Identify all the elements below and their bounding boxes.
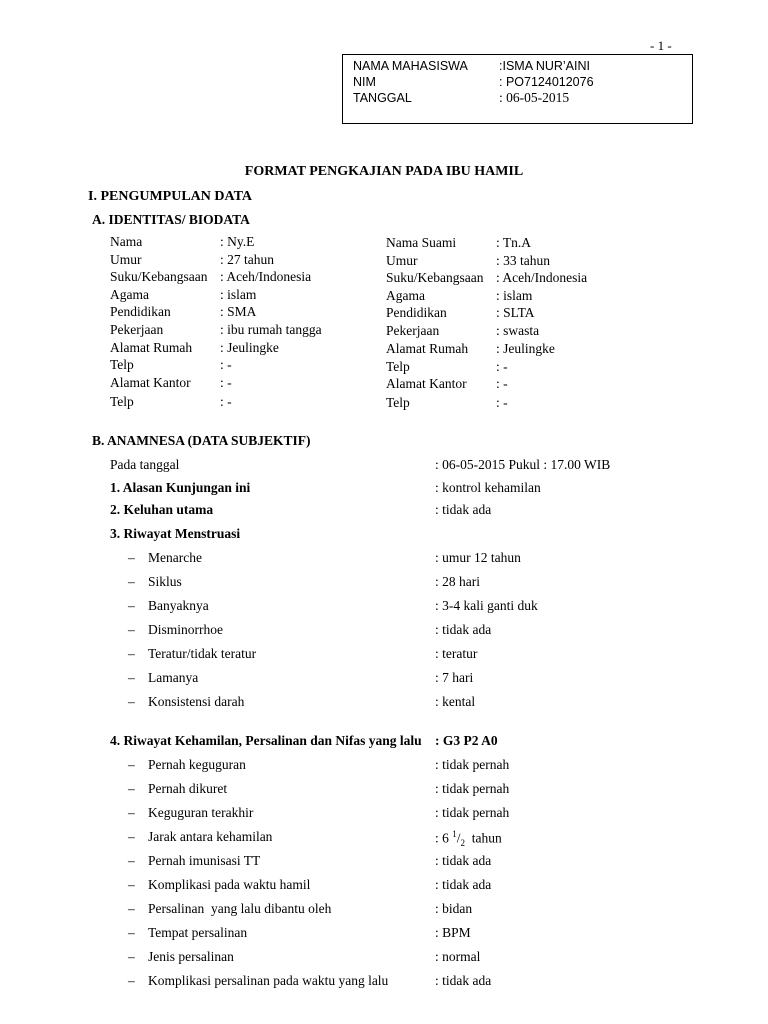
biodata-label: Pendidikan (110, 304, 171, 319)
date-label: TANGGAL (353, 91, 412, 105)
dash-bullet: – (128, 781, 135, 796)
visit-reason-label: 1. Alasan Kunjungan ini (110, 480, 251, 495)
biodata-row (386, 395, 508, 411)
biodata-value: : swasta (496, 323, 540, 338)
item-label: Jenis persalinan (148, 949, 234, 964)
item-label: Siklus (148, 574, 182, 589)
biodata-value: : ibu rumah tangga (220, 322, 322, 337)
biodata-row (386, 270, 587, 286)
biodata-value: : Tn.A (496, 235, 532, 250)
item-value: : umur 12 tahun (435, 550, 521, 565)
biodata-row (386, 253, 550, 269)
biodata-row (110, 357, 232, 373)
item-value: : teratur (435, 646, 478, 661)
item-value: : bidan (435, 901, 473, 916)
item-label: Konsistensi darah (148, 694, 245, 709)
item-value: : tidak pernah (435, 757, 510, 772)
dash-bullet: – (128, 622, 135, 637)
biodata-row (386, 235, 531, 251)
biodata-value: : - (496, 376, 508, 391)
biodata-label: Suku/Kebangsaan (110, 269, 208, 284)
item-label: Pernah keguguran (148, 757, 246, 772)
student-id-box (342, 54, 693, 124)
section-heading-identity: A. IDENTITAS/ BIODATA (92, 212, 250, 227)
item-label: Keguguran terakhir (148, 805, 254, 820)
item-label: Teratur/tidak teratur (148, 646, 257, 661)
biodata-row (110, 304, 256, 320)
biodata-row (386, 376, 508, 392)
biodata-label: Telp (110, 357, 134, 372)
biodata-row (386, 323, 539, 339)
pregnancy-history-heading (110, 733, 498, 749)
biodata-label: Agama (386, 288, 425, 303)
biodata-label: Pekerjaan (110, 322, 164, 337)
main-complaint-label: 2. Keluhan utama (110, 502, 214, 517)
item-value: : tidak pernah (435, 805, 510, 820)
student-name-label: NAMA MAHASISWA (353, 59, 468, 73)
biodata-row (386, 341, 555, 357)
visit-date-value: : 06-05-2015 Pukul : 17.00 WIB (435, 457, 611, 472)
student-name-value: :ISMA NUR’AINI (499, 59, 590, 73)
interval-slash: / (456, 830, 461, 846)
biodata-label: Umur (110, 252, 142, 267)
biodata-label: Pekerjaan (386, 323, 440, 338)
item-value: : normal (435, 949, 481, 964)
nim-value: : PO7124012076 (499, 75, 594, 89)
biodata-value: : - (220, 357, 232, 372)
biodata-row (110, 340, 279, 356)
item-label: Komplikasi pada waktu hamil (148, 877, 311, 892)
item-label: Tempat persalinan (148, 925, 248, 940)
biodata-value: : 33 tahun (496, 253, 550, 268)
date-row (353, 90, 569, 106)
dash-bullet: – (128, 670, 135, 685)
biodata-label: Alamat Kantor (110, 375, 191, 390)
item-label: Persalinan yang lalu dibantu oleh (148, 901, 332, 916)
dash-bullet: – (128, 574, 135, 589)
biodata-row (110, 252, 274, 268)
item-value: : 3-4 kali ganti duk (435, 598, 538, 613)
dash-bullet: – (128, 925, 135, 940)
dash-bullet: – (128, 829, 135, 844)
biodata-row (110, 375, 232, 391)
dash-bullet: – (128, 757, 135, 772)
interval-suffix: tahun (465, 830, 502, 846)
item-value: : tidak ada (435, 877, 492, 892)
dash-bullet: – (128, 853, 135, 868)
item-value: : tidak pernah (435, 781, 510, 796)
main-complaint-value: : tidak ada (435, 502, 492, 517)
biodata-value: : - (220, 375, 232, 390)
biodata-row (110, 269, 311, 285)
biodata-row (386, 288, 532, 304)
item-value: : 28 hari (435, 574, 480, 589)
gravida-para-abortus: : G3 P2 A0 (435, 733, 498, 748)
pregnancy-history-title: 4. Riwayat Kehamilan, Persalinan dan Nifas yang lalu (110, 733, 422, 748)
biodata-value: : - (220, 394, 232, 409)
item-value: : 7 hari (435, 670, 474, 685)
dash-bullet: – (128, 550, 135, 565)
student-name-row (353, 59, 590, 73)
biodata-label: Suku/Kebangsaan (386, 270, 484, 285)
dash-bullet: – (128, 877, 135, 892)
biodata-row (386, 359, 508, 375)
biodata-value: : Aceh/Indonesia (220, 269, 312, 284)
pregnancy-interval-value (435, 829, 502, 848)
biodata-value: : 27 tahun (220, 252, 274, 267)
biodata-label: Telp (386, 359, 410, 374)
dash-bullet: – (128, 694, 135, 709)
item-label: Disminorrhoe (148, 622, 223, 637)
menstruation-heading: 3. Riwayat Menstruasi (110, 526, 241, 541)
dash-bullet: – (128, 646, 135, 661)
visit-reason-value: : kontrol kehamilan (435, 480, 541, 495)
document-title: FORMAT PENGKAJIAN PADA IBU HAMIL (244, 164, 524, 179)
biodata-value: : Jeulingke (496, 341, 555, 356)
item-label: Menarche (148, 550, 202, 565)
biodata-row (110, 322, 322, 338)
biodata-row (386, 305, 535, 321)
item-label: Komplikasi persalinan pada waktu yang lalu (148, 973, 389, 988)
biodata-label: Nama Suami (386, 235, 457, 250)
page-number: - 1 - (650, 38, 672, 53)
biodata-row (110, 234, 254, 250)
date-value: : 06-05-2015 (499, 90, 570, 105)
biodata-value: : Ny.E (220, 234, 255, 249)
biodata-label: Alamat Kantor (386, 376, 467, 391)
interval-numerator: 1 (452, 829, 457, 839)
item-value: : tidak ada (435, 853, 492, 868)
biodata-label: Telp (386, 395, 410, 410)
item-value: : tidak ada (435, 973, 492, 988)
biodata-value: : Jeulingke (220, 340, 279, 355)
section-heading-anamnesis: B. ANAMNESA (DATA SUBJEKTIF) (92, 433, 311, 448)
interval-denominator: 2 (460, 838, 466, 849)
biodata-row (110, 394, 232, 410)
dash-bullet: – (128, 598, 135, 613)
dash-bullet: – (128, 901, 135, 916)
dash-bullet: – (128, 949, 135, 964)
biodata-label: Nama (110, 234, 143, 249)
item-value: : BPM (435, 925, 471, 940)
biodata-label: Telp (110, 394, 134, 409)
biodata-value: : SMA (220, 304, 257, 319)
item-label: Lamanya (148, 670, 199, 685)
item-label: Pernah imunisasi TT (148, 853, 261, 868)
biodata-row (110, 287, 256, 303)
biodata-value: : Aceh/Indonesia (496, 270, 588, 285)
dash-bullet: – (128, 973, 135, 988)
biodata-label: Alamat Rumah (110, 340, 193, 355)
dash-bullet: – (128, 805, 135, 820)
item-value: : tidak ada (435, 622, 492, 637)
item-label: Banyaknya (148, 598, 209, 613)
biodata-label: Pendidikan (386, 305, 447, 320)
biodata-label: Alamat Rumah (386, 341, 469, 356)
biodata-label: Umur (386, 253, 418, 268)
biodata-value: : SLTA (496, 305, 535, 320)
item-label: Jarak antara kehamilan (148, 829, 273, 844)
biodata-value: : islam (220, 287, 257, 302)
item-label: Pernah dikuret (148, 781, 228, 796)
biodata-label: Agama (110, 287, 149, 302)
nim-row (353, 75, 594, 89)
biodata-value: : - (496, 359, 508, 374)
biodata-value: : - (496, 395, 508, 410)
nim-label: NIM (353, 75, 376, 89)
visit-date-label: Pada tanggal (110, 457, 180, 472)
item-value: : kental (435, 694, 476, 709)
interval-prefix: : 6 (435, 830, 453, 846)
biodata-value: : islam (496, 288, 533, 303)
section-heading-data-collection: I. PENGUMPULAN DATA (88, 189, 252, 204)
